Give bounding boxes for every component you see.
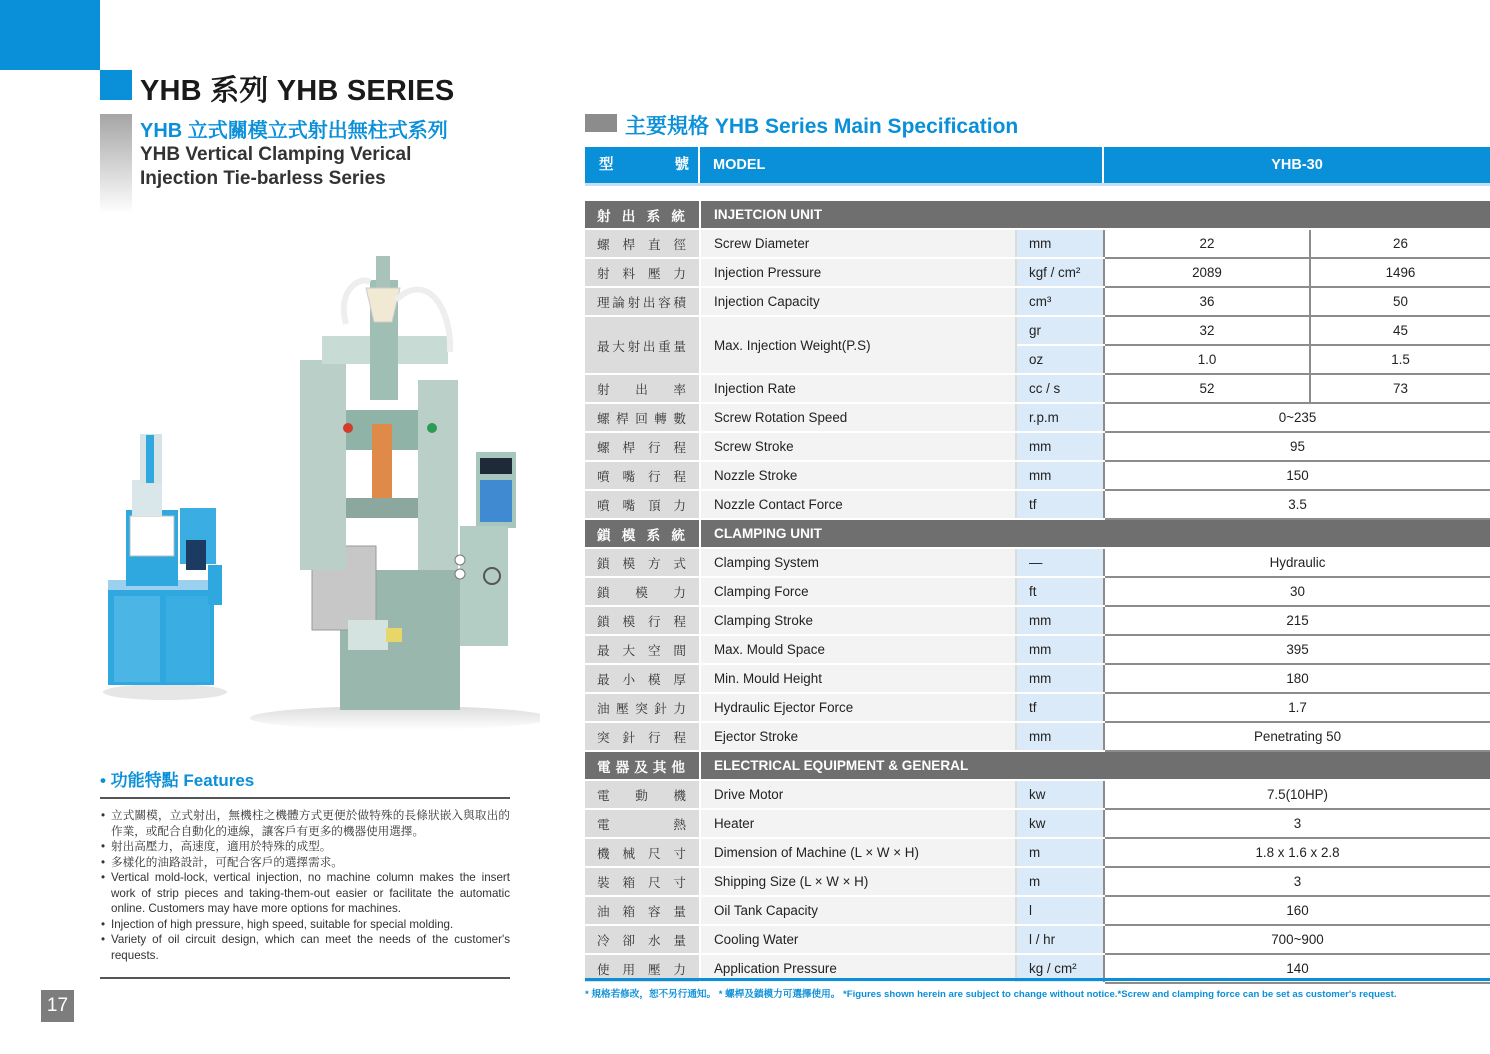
header-model-label: MODEL bbox=[713, 157, 766, 173]
row-en: Injection Capacity bbox=[700, 287, 1016, 316]
table-row bbox=[585, 577, 1490, 606]
row-cn: 裝箱尺寸 bbox=[597, 876, 687, 890]
row-unit: r.p.m bbox=[1016, 403, 1104, 432]
table-row bbox=[585, 693, 1490, 722]
feature-item: • 立式關模，立式射出，無機柱之機體方式更便於做特殊的長條狀嵌入與取出的作業，或配合自動化的連線，讓客戶有更多的機器使用選擇。 bbox=[100, 808, 510, 839]
row-value: 700~900 bbox=[1104, 925, 1490, 954]
subtitle-chinese: YHB 立式關模立式射出無柱式系列 bbox=[140, 120, 448, 142]
row-en: Injection Rate bbox=[700, 374, 1016, 403]
spec-table bbox=[585, 201, 1490, 984]
row-cn: 鎖模力 bbox=[597, 586, 687, 600]
row-cn: 理論射出容積 bbox=[597, 296, 687, 310]
features-top-rule bbox=[100, 797, 510, 799]
row-cn: 螺桿回轉數 bbox=[597, 412, 687, 426]
row-cn: 油壓突針力 bbox=[597, 702, 687, 716]
section-row-clamping bbox=[585, 519, 1490, 548]
features-list bbox=[100, 808, 510, 963]
row-value: 3 bbox=[1104, 809, 1490, 838]
row-value: 215 bbox=[1104, 606, 1490, 635]
row-value: 3 bbox=[1104, 867, 1490, 896]
table-row bbox=[585, 896, 1490, 925]
row-en: Shipping Size (L × W × H) bbox=[700, 867, 1016, 896]
row-unit: oz bbox=[1016, 345, 1104, 374]
row-value: 150 bbox=[1104, 461, 1490, 490]
row-value: 7.5(10HP) bbox=[1104, 780, 1490, 809]
table-row bbox=[585, 258, 1490, 287]
row-value: 30 bbox=[1104, 577, 1490, 606]
header-divider bbox=[698, 147, 700, 183]
table-row bbox=[585, 316, 1490, 345]
row-en: Nozzle Stroke bbox=[700, 461, 1016, 490]
row-value: 0~235 bbox=[1104, 403, 1490, 432]
row-unit: mm bbox=[1016, 432, 1104, 461]
row-cn: 冷卻水量 bbox=[597, 934, 687, 948]
section-en: ELECTRICAL EQUIPMENT & GENERAL bbox=[700, 751, 1490, 780]
table-row bbox=[585, 925, 1490, 954]
table-row bbox=[585, 722, 1490, 751]
spec-table-body bbox=[585, 201, 1490, 983]
table-row bbox=[585, 461, 1490, 490]
row-value-a: 22 bbox=[1104, 229, 1310, 258]
corner-accent-block bbox=[0, 0, 100, 70]
title-marker bbox=[100, 70, 132, 100]
table-row bbox=[585, 809, 1490, 838]
row-value: Hydraulic bbox=[1104, 548, 1490, 577]
row-cn: 螺桿行程 bbox=[597, 441, 687, 455]
row-cn: 噴嘴頂力 bbox=[597, 499, 687, 513]
row-unit: cc / s bbox=[1016, 374, 1104, 403]
row-unit: mm bbox=[1016, 635, 1104, 664]
features-bottom-rule bbox=[100, 977, 510, 979]
row-en: Min. Mould Height bbox=[700, 664, 1016, 693]
table-row bbox=[585, 287, 1490, 316]
row-cn: 最大射出重量 bbox=[597, 339, 687, 354]
table-row bbox=[585, 606, 1490, 635]
row-cn: 鎖模方式 bbox=[597, 557, 687, 571]
feature-item: • 射出高壓力，高速度，適用於特殊的成型。 bbox=[100, 839, 510, 855]
header-model-cn: 型號 bbox=[599, 157, 689, 173]
row-value-b: 1.5 bbox=[1310, 345, 1490, 374]
section-row-injection bbox=[585, 201, 1490, 229]
row-value-b: 26 bbox=[1310, 229, 1490, 258]
row-cn: 最小模厚 bbox=[597, 673, 687, 687]
table-row bbox=[585, 374, 1490, 403]
row-en: Screw Stroke bbox=[700, 432, 1016, 461]
row-value-a: 36 bbox=[1104, 287, 1310, 316]
section-row-electrical bbox=[585, 751, 1490, 780]
row-en: Drive Motor bbox=[700, 780, 1016, 809]
table-row bbox=[585, 635, 1490, 664]
row-value: Penetrating 50 bbox=[1104, 722, 1490, 751]
row-cn: 噴嘴行程 bbox=[597, 470, 687, 484]
row-cn: 最大空間 bbox=[597, 644, 687, 658]
row-cn: 使用壓力 bbox=[597, 963, 687, 977]
row-en: Nozzle Contact Force bbox=[700, 490, 1016, 519]
row-value-b: 73 bbox=[1310, 374, 1490, 403]
row-en: Ejector Stroke bbox=[700, 722, 1016, 751]
row-value: 395 bbox=[1104, 635, 1490, 664]
row-cn: 機械尺寸 bbox=[597, 847, 687, 861]
row-unit: mm bbox=[1016, 461, 1104, 490]
machine-illustrations bbox=[100, 240, 540, 740]
row-unit: kw bbox=[1016, 809, 1104, 838]
feature-item: • Variety of oil circuit design, which can meet the needs of the customer's requests. bbox=[100, 932, 510, 963]
header-model-value: YHB-30 bbox=[1271, 157, 1323, 173]
row-cn: 射出率 bbox=[597, 383, 687, 397]
row-unit: gr bbox=[1016, 316, 1104, 345]
row-value-a: 2089 bbox=[1104, 258, 1310, 287]
row-en: Clamping Stroke bbox=[700, 606, 1016, 635]
row-en: Screw Rotation Speed bbox=[700, 403, 1016, 432]
row-unit: tf bbox=[1016, 693, 1104, 722]
row-unit: — bbox=[1016, 548, 1104, 577]
row-cn: 螺桿直徑 bbox=[597, 238, 687, 252]
feature-item: • Vertical mold-lock, vertical injection, no machine column makes the insert work of strip pieces and taking-them-out easier or facilitate the automatic online. Customers may have more options for machines. bbox=[100, 870, 510, 917]
row-cn: 突針行程 bbox=[597, 731, 687, 745]
row-en: Application Pressure bbox=[700, 954, 1016, 983]
subtitle-english-line2: Injection Tie-barless Series bbox=[140, 168, 386, 189]
row-unit: cm³ bbox=[1016, 287, 1104, 316]
row-en: Cooling Water bbox=[700, 925, 1016, 954]
row-value-b: 45 bbox=[1310, 316, 1490, 345]
row-unit: ft bbox=[1016, 577, 1104, 606]
page-number: 17 bbox=[41, 990, 74, 1022]
row-unit: mm bbox=[1016, 229, 1104, 258]
row-cn: 電動機 bbox=[597, 789, 687, 803]
row-unit: l / hr bbox=[1016, 925, 1104, 954]
row-en: Injection Pressure bbox=[700, 258, 1016, 287]
table-row bbox=[585, 664, 1490, 693]
section-en: CLAMPING UNIT bbox=[700, 519, 1490, 548]
row-unit: kgf / cm² bbox=[1016, 258, 1104, 287]
features-heading: • 功能特點 Features bbox=[100, 771, 255, 790]
row-value-a: 52 bbox=[1104, 374, 1310, 403]
row-en: Oil Tank Capacity bbox=[700, 896, 1016, 925]
row-cn: 電熱 bbox=[597, 818, 687, 832]
small-machine-image bbox=[103, 434, 227, 700]
row-value-b: 50 bbox=[1310, 287, 1490, 316]
row-cn: 射料壓力 bbox=[597, 267, 687, 281]
row-value: 180 bbox=[1104, 664, 1490, 693]
row-unit: m bbox=[1016, 867, 1104, 896]
spec-title-marker bbox=[585, 114, 617, 132]
table-row bbox=[585, 838, 1490, 867]
row-value-a: 1.0 bbox=[1104, 345, 1310, 374]
table-row bbox=[585, 780, 1490, 809]
page-title: YHB 系列 YHB SERIES bbox=[140, 75, 455, 107]
section-cn: 鎖模系統 bbox=[597, 527, 687, 543]
feature-item: • Injection of high pressure, high speed, suitable for special molding. bbox=[100, 917, 510, 933]
table-bottom-rule bbox=[585, 978, 1490, 981]
row-value-b: 1496 bbox=[1310, 258, 1490, 287]
row-en: Hydraulic Ejector Force bbox=[700, 693, 1016, 722]
large-machine-image bbox=[250, 256, 540, 730]
section-cn: 射出系統 bbox=[597, 208, 687, 224]
row-value: 95 bbox=[1104, 432, 1490, 461]
row-unit: tf bbox=[1016, 490, 1104, 519]
row-en: Heater bbox=[700, 809, 1016, 838]
table-row bbox=[585, 403, 1490, 432]
row-value: 140 bbox=[1104, 954, 1490, 983]
row-en: Dimension of Machine (L × W × H) bbox=[700, 838, 1016, 867]
spec-table-header bbox=[585, 147, 1490, 186]
spec-title: 主要規格 YHB Series Main Specification bbox=[625, 115, 1019, 138]
footnote: * 規格若修改，恕不另行通知。 * 螺桿及鎖模力可選擇使用。 *Figures shown herein are subject to change without notice.*Screw and clamping force can be set as customer's request. bbox=[585, 989, 1397, 1000]
row-en: Screw Diameter bbox=[700, 229, 1016, 258]
row-unit: m bbox=[1016, 838, 1104, 867]
row-unit: mm bbox=[1016, 606, 1104, 635]
table-row bbox=[585, 490, 1490, 519]
table-row bbox=[585, 432, 1490, 461]
row-cn: 鎖模行程 bbox=[597, 615, 687, 629]
subtitle-gradient-bar bbox=[100, 114, 132, 214]
row-value: 3.5 bbox=[1104, 490, 1490, 519]
subtitle-english-line1: YHB Vertical Clamping Verical bbox=[140, 144, 412, 165]
table-row bbox=[585, 867, 1490, 896]
row-en: Clamping System bbox=[700, 548, 1016, 577]
row-value: 1.8 x 1.6 x 2.8 bbox=[1104, 838, 1490, 867]
row-en: Clamping Force bbox=[700, 577, 1016, 606]
row-unit: kw bbox=[1016, 780, 1104, 809]
row-unit: kg / cm² bbox=[1016, 954, 1104, 983]
feature-item: • 多樣化的油路設計，可配合客戶的選擇需求。 bbox=[100, 855, 510, 871]
section-cn: 電器及其他 bbox=[597, 759, 687, 775]
row-cn: 油箱容量 bbox=[597, 905, 687, 919]
table-row bbox=[585, 548, 1490, 577]
section-en: INJETCION UNIT bbox=[700, 201, 1490, 229]
row-value-a: 32 bbox=[1104, 316, 1310, 345]
row-unit: mm bbox=[1016, 722, 1104, 751]
row-unit: l bbox=[1016, 896, 1104, 925]
row-value: 1.7 bbox=[1104, 693, 1490, 722]
subtitle-english bbox=[140, 143, 460, 191]
row-unit: mm bbox=[1016, 664, 1104, 693]
row-en: Max. Injection Weight(P.S) bbox=[700, 316, 1016, 374]
table-row bbox=[585, 229, 1490, 258]
row-value: 160 bbox=[1104, 896, 1490, 925]
row-en: Max. Mould Space bbox=[700, 635, 1016, 664]
